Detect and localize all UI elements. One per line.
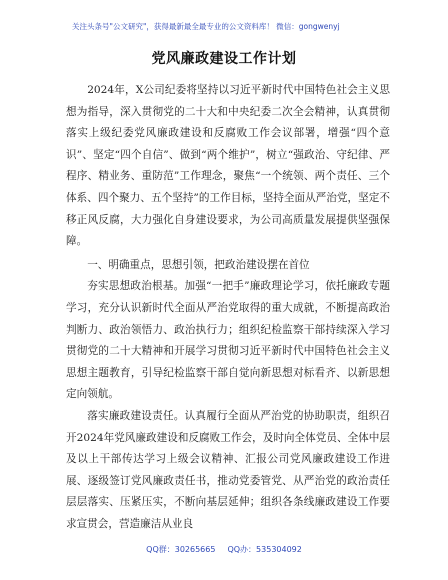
document-body: [66, 80, 390, 535]
body-paragraph: 落实廉政建设责任。认真履行全面从严治党的协助职责，组织召开2024年党风廉政建设和反腐败工作会，及时向全体党员、全体中层及以上干部传达学习上级会议精神、汇报公司党风廉政建设工作进展、逐级签订党风廉政责任书，推动党委管党、从严治党的政治责任层层落实、压紧压实，不断向基层延伸；组织各条线廉政建设工作要求宣贯会，营造廉洁从业良: [66, 409, 390, 530]
intro-paragraph: 2024年，X公司纪委将坚持以习近平新时代中国特色社会主义思想为指导，深入贯彻党的二十大和中央纪委二次全会精神，认真贯彻落实上级纪委党风廉政建设和反腐败工作会议部署，增强“四个意识”、坚定“四个自信”、做到“两个维护”，树立“强政治、守纪律、严程序、精业务、重防范”工作理念，聚焦“一个统领、两个责任、三个体系、四个聚力、五个坚持”的工作目标，坚持全面从严治党，坚定不移正风反腐，大力强化自身建设要求，为公司高质量发展提供坚强保障。: [66, 84, 390, 248]
header-notice: 关注头条号"公文研究"，获得最新最全最专业的公文资料库！ 微信：gongwenyj: [72, 22, 340, 31]
footer-qq-office: QQ办：535304092: [227, 545, 302, 554]
footer-contact: [0, 544, 448, 556]
body-paragraph: 夯实思想政治根基。加强“一把手”廉政理论学习，依托廉政专题学习，充分认识新时代全面从严治党取得的重大成就，不断提高政治判断力、政治领悟力、政治执行力；组织纪检监察干部持续深入学习贯彻党的二十大精神和开展学习贯彻习近平新时代中国特色社会主义思想主题教育，引导纪检监察干部自觉向新思想对标看齐、以新思想定向领航。: [66, 280, 390, 401]
footer-qq-group: QQ群：30265665: [146, 545, 216, 554]
document-title: 党风廉政建设工作计划: [151, 51, 297, 67]
section-heading: 一、明确重点，思想引领，把政治建设摆在首位: [87, 258, 310, 271]
